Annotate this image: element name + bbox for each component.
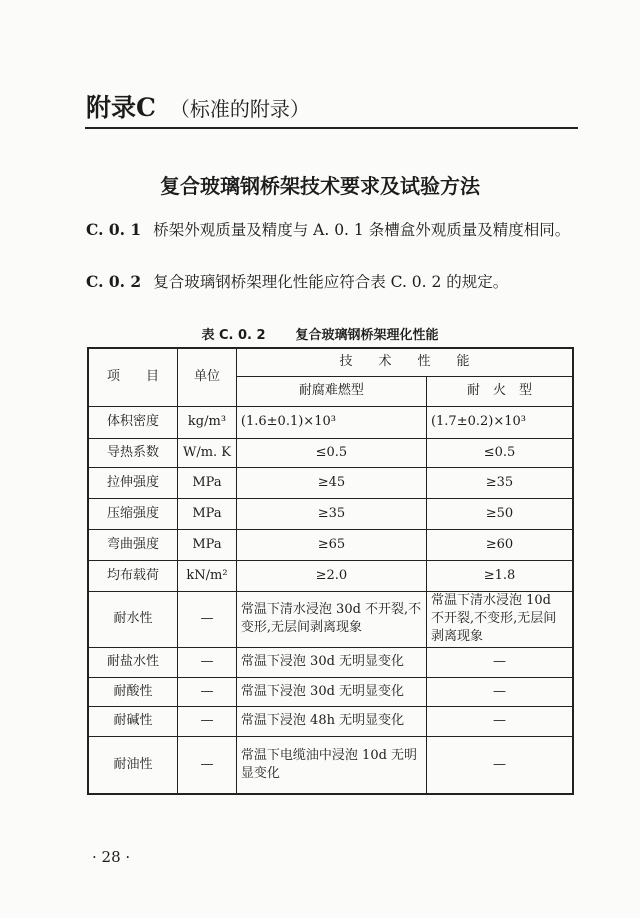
cell-item: 弯曲强度 — [88, 529, 178, 560]
header-unit: 单位 — [178, 348, 237, 406]
cell-v1: ≤0.5 — [236, 438, 426, 467]
table-row — [88, 736, 573, 794]
clause-text: 复合玻璃钢桥架理化性能应符合表 C. 0. 2 的规定。 — [153, 273, 509, 291]
cell-item: 均布载荷 — [88, 560, 178, 591]
table-caption — [0, 324, 640, 343]
cell-unit: — — [178, 591, 237, 647]
heading-rule — [85, 127, 578, 129]
cell-v2: ≥60 — [426, 529, 573, 560]
cell-unit: W/m. K — [178, 438, 237, 467]
cell-v1: ≥45 — [236, 467, 426, 498]
cell-item: 耐油性 — [88, 736, 178, 794]
cell-unit: MPa — [178, 467, 237, 498]
paragraph-c02 — [86, 270, 581, 294]
cell-unit: MPa — [178, 498, 237, 529]
caption-text: 复合玻璃钢桥架理化性能 — [295, 328, 439, 343]
cell-item: 耐水性 — [88, 591, 178, 647]
cell-v2: ≥1.8 — [426, 560, 573, 591]
cell-unit: — — [178, 647, 237, 677]
cell-item: 压缩强度 — [88, 498, 178, 529]
clause-number: C. 0. 1 — [86, 220, 142, 239]
header-type1: 耐腐难燃型 — [236, 376, 426, 406]
cell-v1: 常温下清水浸泡 30d 不开裂,不变形,无层间剥离现象 — [236, 591, 426, 647]
appendix-heading — [86, 88, 310, 124]
cell-v1: ≥35 — [236, 498, 426, 529]
cell-v1: ≥2.0 — [236, 560, 426, 591]
cell-item: 拉伸强度 — [88, 467, 178, 498]
table-row — [88, 591, 573, 647]
table-row — [88, 706, 573, 736]
header-item: 项 目 — [88, 348, 178, 406]
table-row — [88, 677, 573, 706]
cell-item: 体积密度 — [88, 406, 178, 438]
cell-v2: — — [426, 647, 573, 677]
page-number: · 28 · — [92, 848, 131, 866]
cell-item: 耐酸性 — [88, 677, 178, 706]
cell-unit: kN/m² — [178, 560, 237, 591]
table-row — [88, 647, 573, 677]
clause-text: 桥架外观质量及精度与 A. 0. 1 条槽盒外观质量及精度相同。 — [153, 221, 571, 239]
cell-item: 耐盐水性 — [88, 647, 178, 677]
cell-v2: 常温下清水浸泡 10d 不开裂,不变形,无层间剥离现象 — [426, 591, 573, 647]
table-row — [88, 467, 573, 498]
properties-table — [87, 347, 574, 795]
cell-item: 耐碱性 — [88, 706, 178, 736]
page-title: 复合玻璃钢桥架技术要求及试验方法 — [160, 174, 480, 198]
cell-unit: — — [178, 736, 237, 794]
cell-v2: (1.7±0.2)×10³ — [426, 406, 573, 438]
header-tech: 技 术 性 能 — [236, 348, 573, 376]
cell-v2: ≥35 — [426, 467, 573, 498]
table-row — [88, 406, 573, 438]
cell-unit: MPa — [178, 529, 237, 560]
cell-v1: 常温下浸泡 30d 无明显变化 — [236, 647, 426, 677]
paragraph-c01 — [86, 218, 581, 242]
table-row — [88, 560, 573, 591]
cell-v1: 常温下电缆油中浸泡 10d 无明显变化 — [236, 736, 426, 794]
table-row — [88, 529, 573, 560]
table-header-row — [88, 348, 573, 376]
cell-unit: kg/m³ — [178, 406, 237, 438]
cell-v2: ≥50 — [426, 498, 573, 529]
cell-v2: — — [426, 706, 573, 736]
cell-unit: — — [178, 677, 237, 706]
table-row — [88, 498, 573, 529]
cell-v2: — — [426, 736, 573, 794]
cell-v1: (1.6±0.1)×10³ — [236, 406, 426, 438]
clause-number: C. 0. 2 — [86, 272, 142, 291]
table-row — [88, 438, 573, 467]
header-type2: 耐 火 型 — [426, 376, 573, 406]
cell-v2: ≤0.5 — [426, 438, 573, 467]
cell-v2: — — [426, 677, 573, 706]
cell-v1: ≥65 — [236, 529, 426, 560]
cell-v1: 常温下浸泡 48h 无明显变化 — [236, 706, 426, 736]
appendix-note: （标准的附录） — [169, 97, 310, 121]
cell-v1: 常温下浸泡 30d 无明显变化 — [236, 677, 426, 706]
caption-number: 表 C. 0. 2 — [201, 328, 266, 343]
appendix-label: 附录C — [86, 93, 156, 122]
cell-unit: — — [178, 706, 237, 736]
cell-item: 导热系数 — [88, 438, 178, 467]
